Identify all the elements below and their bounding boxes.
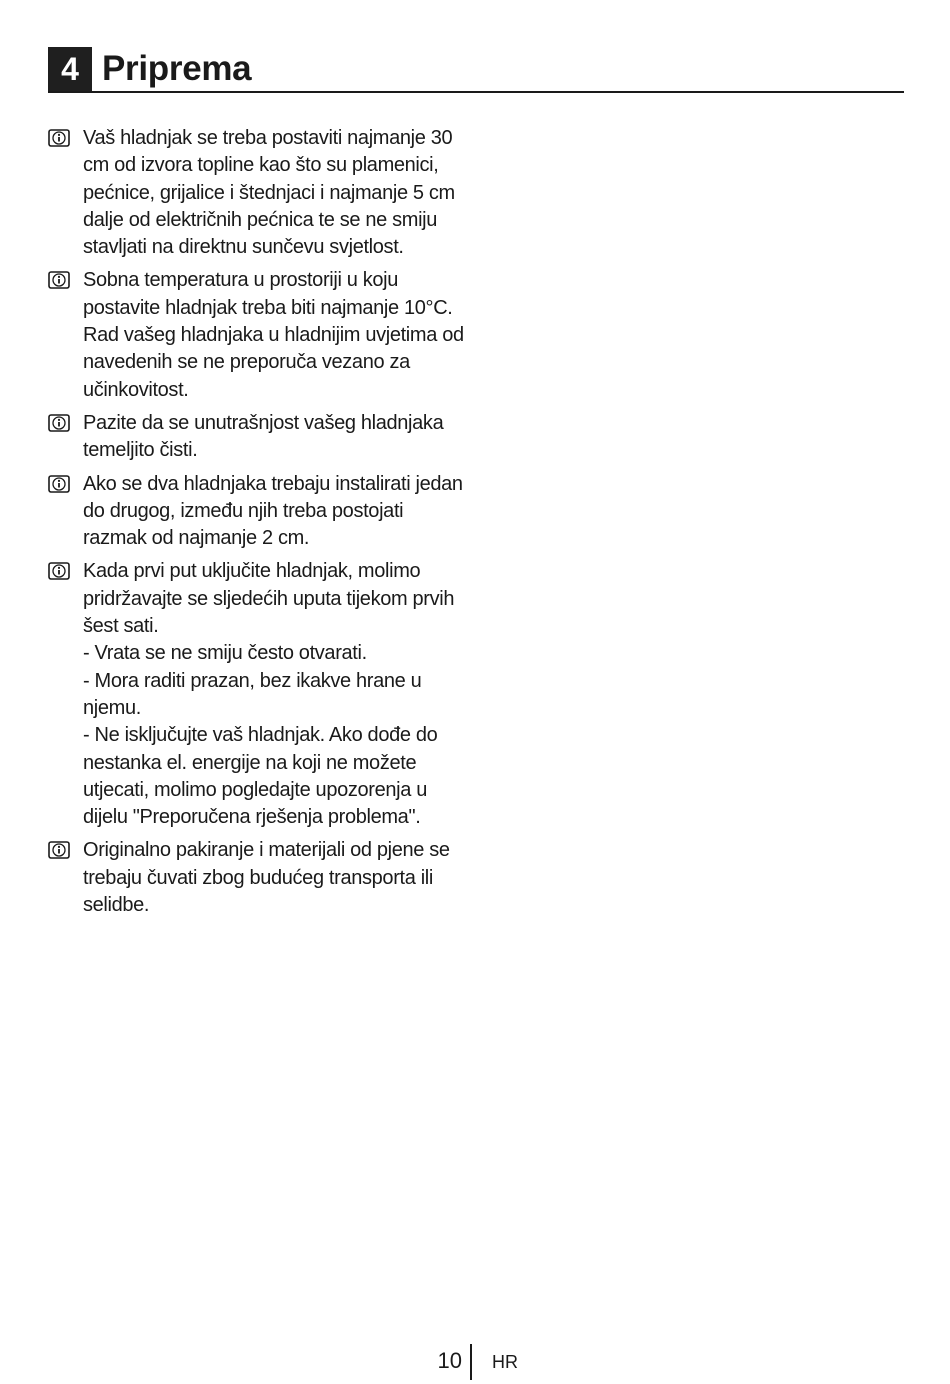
note-text: Kada prvi put uključite hladnjak, molimo pridržavajte se sljedećih uputa tijekom prvih šest sati. — [83, 560, 455, 638]
notes-list — [48, 125, 468, 925]
info-note — [48, 410, 468, 465]
sub-item: - Ne isključujte vaš hladnjak. Ako dođe do nestanka el. energije na koji ne možete utjecati, molimo pogledajte upozorenja u dijelu "Preporučena rješenja problema". — [83, 724, 438, 829]
info-icon — [48, 128, 70, 146]
info-note — [48, 471, 468, 553]
note-text: Vaš hladnjak se treba postaviti najmanje 30 cm od izvora topline kao što su plamenici, pećnice, grijalice i štednjaci i najmanje 5 cm dalje od električnih pećnica te se ne smiju stavljati na direktnu sunčevu svjetlost. — [83, 127, 455, 259]
note-text: Pazite da se unutrašnjost vašeg hladnjaka temeljito čisti. — [83, 411, 444, 462]
note-text: Sobna temperatura u prostoriji u koju postavite hladnjak treba biti najmanje 10°C. Rad vašeg hladnjaka u hladnijim uvjetima od navedenih se ne preporuča vezano za učinkovitost. — [83, 269, 464, 401]
sub-item: - Mora raditi prazan, bez ikakve hrane u njemu. — [83, 669, 422, 719]
info-note — [48, 837, 468, 919]
page-footer — [0, 1344, 950, 1384]
chapter-header — [48, 47, 904, 93]
chapter-title: Priprema — [102, 49, 252, 88]
footer-divider — [470, 1344, 472, 1380]
info-icon — [48, 474, 70, 492]
info-note — [48, 558, 468, 831]
info-icon — [48, 413, 70, 431]
note-text: Originalno pakiranje i materijali od pjene se trebaju čuvati zbog budućeg transporta ili selidbe. — [83, 839, 450, 917]
info-note — [48, 267, 468, 403]
chapter-number: 4 — [48, 47, 92, 91]
language-code: HR — [492, 1352, 518, 1372]
info-icon — [48, 840, 70, 858]
sub-item: - Vrata se ne smiju često otvarati. — [83, 642, 367, 665]
page-number: 10 — [437, 1348, 462, 1373]
note-text: Ako se dva hladnjaka trebaju instalirati jedan do drugog, između njih treba postojati razmak od najmanje 2 cm. — [83, 472, 463, 550]
info-icon — [48, 561, 70, 579]
info-note — [48, 125, 468, 261]
info-icon — [48, 270, 70, 288]
